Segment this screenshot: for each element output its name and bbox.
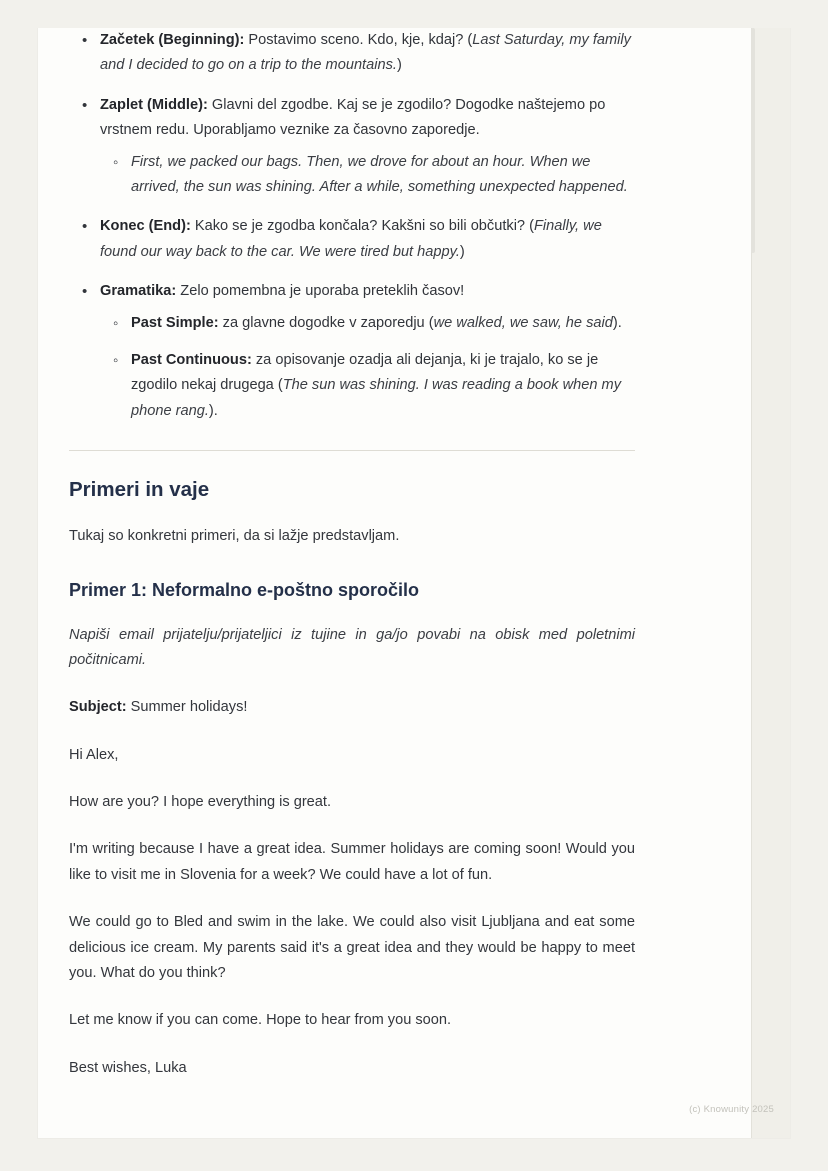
grammar-item-example: we walked, we saw, he said — [433, 314, 613, 331]
list-item — [131, 150, 635, 201]
grammar-sublist — [100, 311, 635, 425]
story-structure-list — [69, 28, 635, 265]
grammar-item-term: Past Simple: — [131, 314, 219, 331]
email-greeting: Hi Alex, — [69, 746, 119, 763]
grammar-item-text: za glavne dogodke v zaporedju ( — [218, 314, 434, 331]
list-item — [131, 311, 635, 336]
list-item — [131, 348, 635, 424]
grammar-item-term: Past Continuous: — [131, 351, 252, 368]
bullet-tail: ) — [459, 243, 465, 260]
grammar-term: Gramatika: — [100, 283, 177, 300]
section-title: Primeri in vaje — [69, 478, 210, 502]
bullet-example: Finally, we found our way back to the car. We were tired but happy. — [100, 218, 602, 260]
bullet-text: Glavni del zgodbe. Kaj se je zgodilo? Dogodke naštejemo po vrstnem redu. Uporabljamo veznike za časovno zaporedje. — [100, 96, 606, 139]
bullet-term: Konec (End): — [100, 218, 191, 235]
bullet-term: Začetek (Beginning): — [100, 32, 245, 48]
email-subject-line — [69, 695, 635, 720]
list-item — [100, 93, 635, 201]
bullet-example: First, we packed our bags. Then, we drove for about an hour. When we arrived, the sun was shining. After a while, something unexpected happened. — [131, 153, 628, 195]
grammar-list — [69, 279, 635, 424]
subject-label: Subject: — [69, 699, 127, 716]
bullet-text: Kako se je zgodba končala? Kakšni so bili občutki? ( — [190, 218, 534, 235]
document-content — [69, 28, 635, 1103]
section-divider — [69, 450, 635, 451]
list-item — [100, 28, 635, 79]
top-edge-fade — [0, 0, 828, 28]
grammar-item-tail: ). — [612, 314, 622, 331]
grammar-text: Zelo pomembna je uporaba preteklih časov! — [176, 283, 465, 300]
email-paragraph: We could go to Bled and swim in the lake. We could also visit Ljubljana and eat some delicious ice cream. My parents said it's a great idea and they would be happy to meet you. What do you think? — [69, 914, 635, 982]
scrollbar-track[interactable] — [751, 28, 790, 1138]
list-item — [100, 214, 635, 265]
bullet-tail: ) — [396, 57, 402, 74]
scrollbar-thumb[interactable] — [751, 28, 755, 253]
story-middle-sublist — [100, 150, 635, 201]
bullet-example: Last Saturday, my family and I decided to go on a trip to the mountains. — [100, 32, 631, 74]
bullet-term: Zaplet (Middle): — [100, 96, 208, 113]
grammar-item-tail: ). — [208, 402, 218, 419]
email-paragraph: I'm writing because I have a great idea. Summer holidays are coming soon! Would you like to visit me in Slovenia for a week? We could have a lot of fun. — [69, 841, 635, 883]
list-item — [100, 279, 635, 424]
email-paragraph: How are you? I hope everything is great. — [69, 794, 332, 811]
email-paragraph: Let me know if you can come. Hope to hear from you soon. — [69, 1012, 452, 1029]
example-title: Primer 1: Neformalno e-poštno sporočilo — [69, 580, 420, 601]
grammar-item-text: za opisovanje ozadja ali dejanja, ki je trajalo, ko se je zgodilo nekaj drugega ( — [131, 351, 599, 394]
watermark: (c) Knowunity 2025 — [689, 1104, 774, 1115]
email-signoff: Best wishes, Luka — [69, 1059, 187, 1076]
subject-value: Summer holidays! — [126, 699, 248, 716]
grammar-item-example: The sun was shining. I was reading a book when my phone rang. — [131, 377, 621, 419]
section-intro: Tukaj so konkretni primeri, da si lažje predstavljam. — [69, 527, 400, 544]
bullet-text: Postavimo sceno. Kdo, kje, kdaj? ( — [244, 32, 473, 48]
example-task-text: Napiši email prijatelju/prijateljici iz tujine in ga/jo povabi na obisk med poletnimi počitnicami. — [69, 626, 635, 668]
example-task — [69, 623, 635, 674]
